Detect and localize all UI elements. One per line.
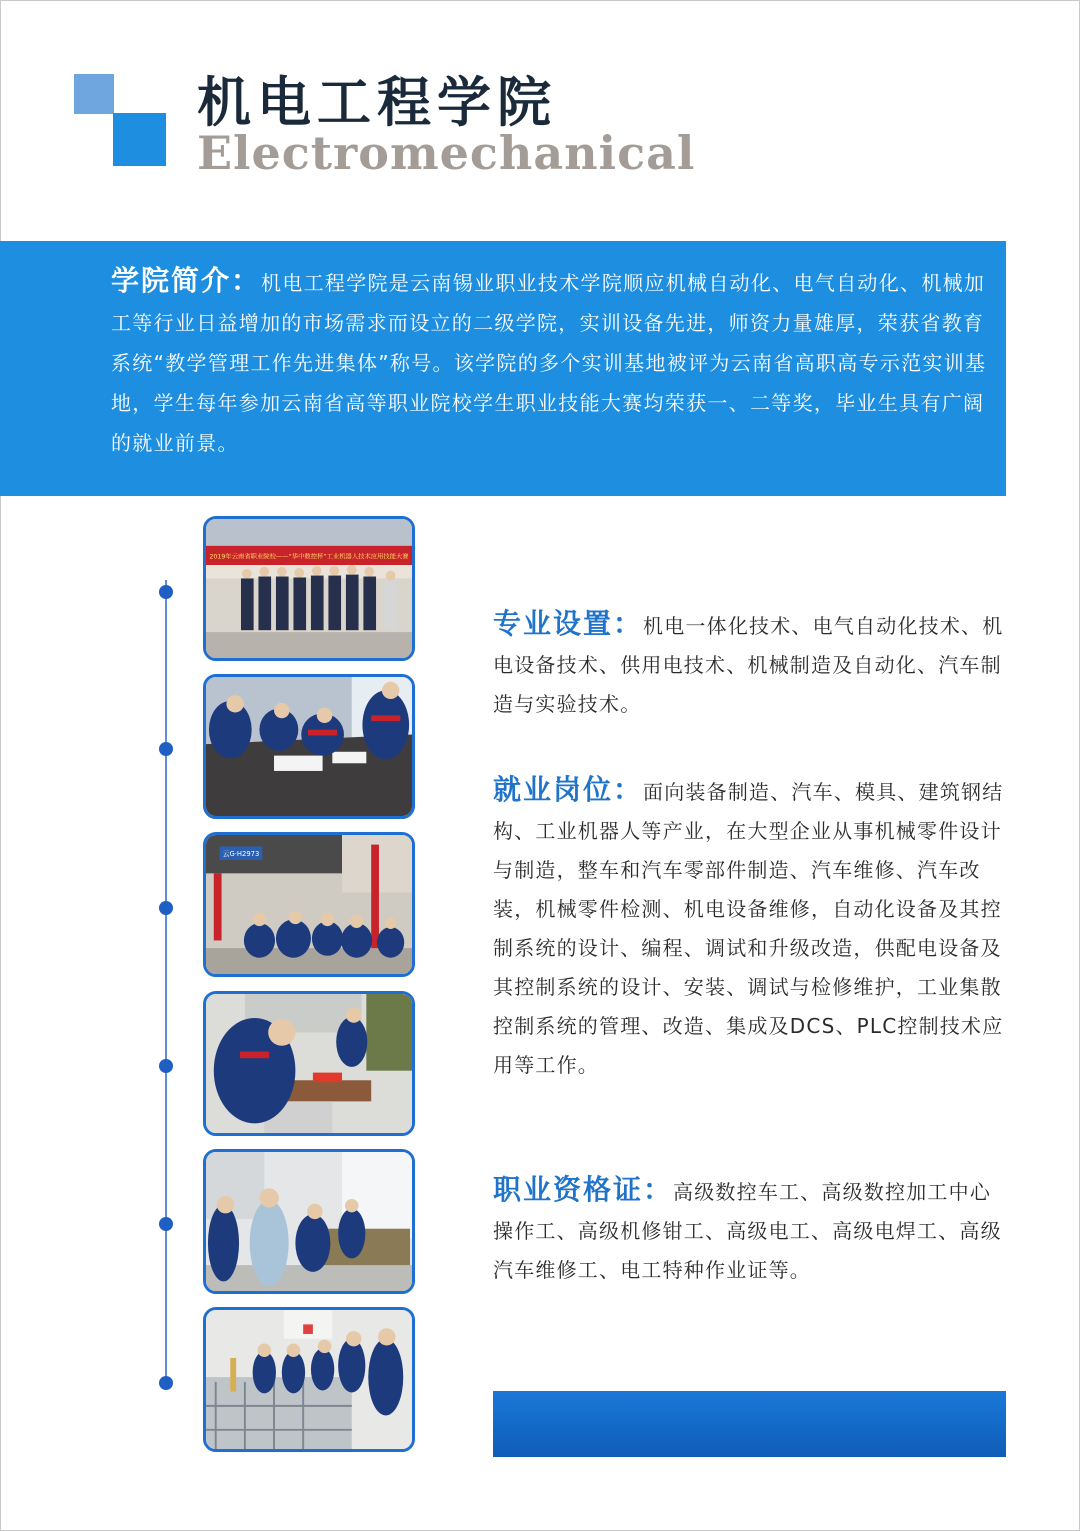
logo-square-blue: [113, 113, 166, 166]
photo-automation-line: [203, 1307, 415, 1452]
timeline-dot: [159, 585, 173, 599]
timeline-dot: [159, 901, 173, 915]
section-employment-label: 就业岗位：: [493, 773, 644, 806]
timeline-line: [165, 580, 167, 1385]
page-title: 机电工程学院: [197, 71, 557, 134]
photo-banner-text: 2019年云南省职业院校——“华中数控杯”工业机器人技术应用技能大赛: [209, 553, 409, 561]
intro-label: 学院简介：: [111, 264, 262, 297]
logo-square-light: [74, 74, 114, 114]
photo-competition-team: [203, 516, 415, 661]
intro-text: 机电工程学院是云南锡业职业技术学院顺应机械自动化、电气自动化、机械加工等行业日益增加的市场需求而设立的二级学院，实训设备先进，师资力量雄厚，荣获省教育系统“教学管理工作先进集体”称号。该学院的多个实训基地被评为云南省高职高专示范实训基地，学生每年参加云南省高等职业院校学生职业技能大赛均荣获一、二等奖，毕业生具有广阔的就业前景。: [111, 271, 987, 455]
timeline-dot: [159, 742, 173, 756]
timeline-dot: [159, 1217, 173, 1231]
photo-lathe-training: [203, 1149, 415, 1294]
intro-paragraph: [111, 261, 993, 463]
photo-electrical-bench: [203, 991, 415, 1136]
section-employment-text: 面向装备制造、汽车、模具、建筑钢结构、工业机器人等产业，在大型企业从事机械零件设计与制造，整车和汽车零部件制造、汽车维修、汽车改装，机械零件检测、机电设备维修，自动化设备及其控制系统的设计、编程、调试和升级改造，供配电设备及其控制系统的设计、安装、调试与检修维护，工业集散控制系统的管理、改造、集成及DCS、PLC控制技术应用等工作。: [493, 780, 1004, 1077]
section-employment: [493, 770, 1008, 1085]
section-certificates-text: 高级数控车工、高级数控加工中心操作工、高级机修钳工、高级电工、高级电焊工、高级汽车维修工、电工特种作业证等。: [493, 1180, 1002, 1282]
timeline-dot: [159, 1059, 173, 1073]
photo-car-workshop: [203, 832, 415, 977]
section-majors-label: 专业设置：: [493, 607, 644, 640]
section-certificates-label: 职业资格证：: [493, 1173, 674, 1206]
timeline-dot: [159, 1376, 173, 1390]
bottom-accent-bar: [493, 1391, 1006, 1457]
photo-workbench: [203, 674, 415, 819]
section-certificates: [493, 1170, 1008, 1290]
photo-plate-text: 云G·H2973: [222, 850, 260, 859]
section-majors-text: 机电一体化技术、电气自动化技术、机电设备技术、供用电技术、机械制造及自动化、汽车制造与实验技术。: [493, 614, 1004, 716]
section-majors: [493, 604, 1008, 724]
page-subtitle-english: Electromechanical: [197, 126, 696, 180]
intro-band: [0, 241, 1006, 496]
